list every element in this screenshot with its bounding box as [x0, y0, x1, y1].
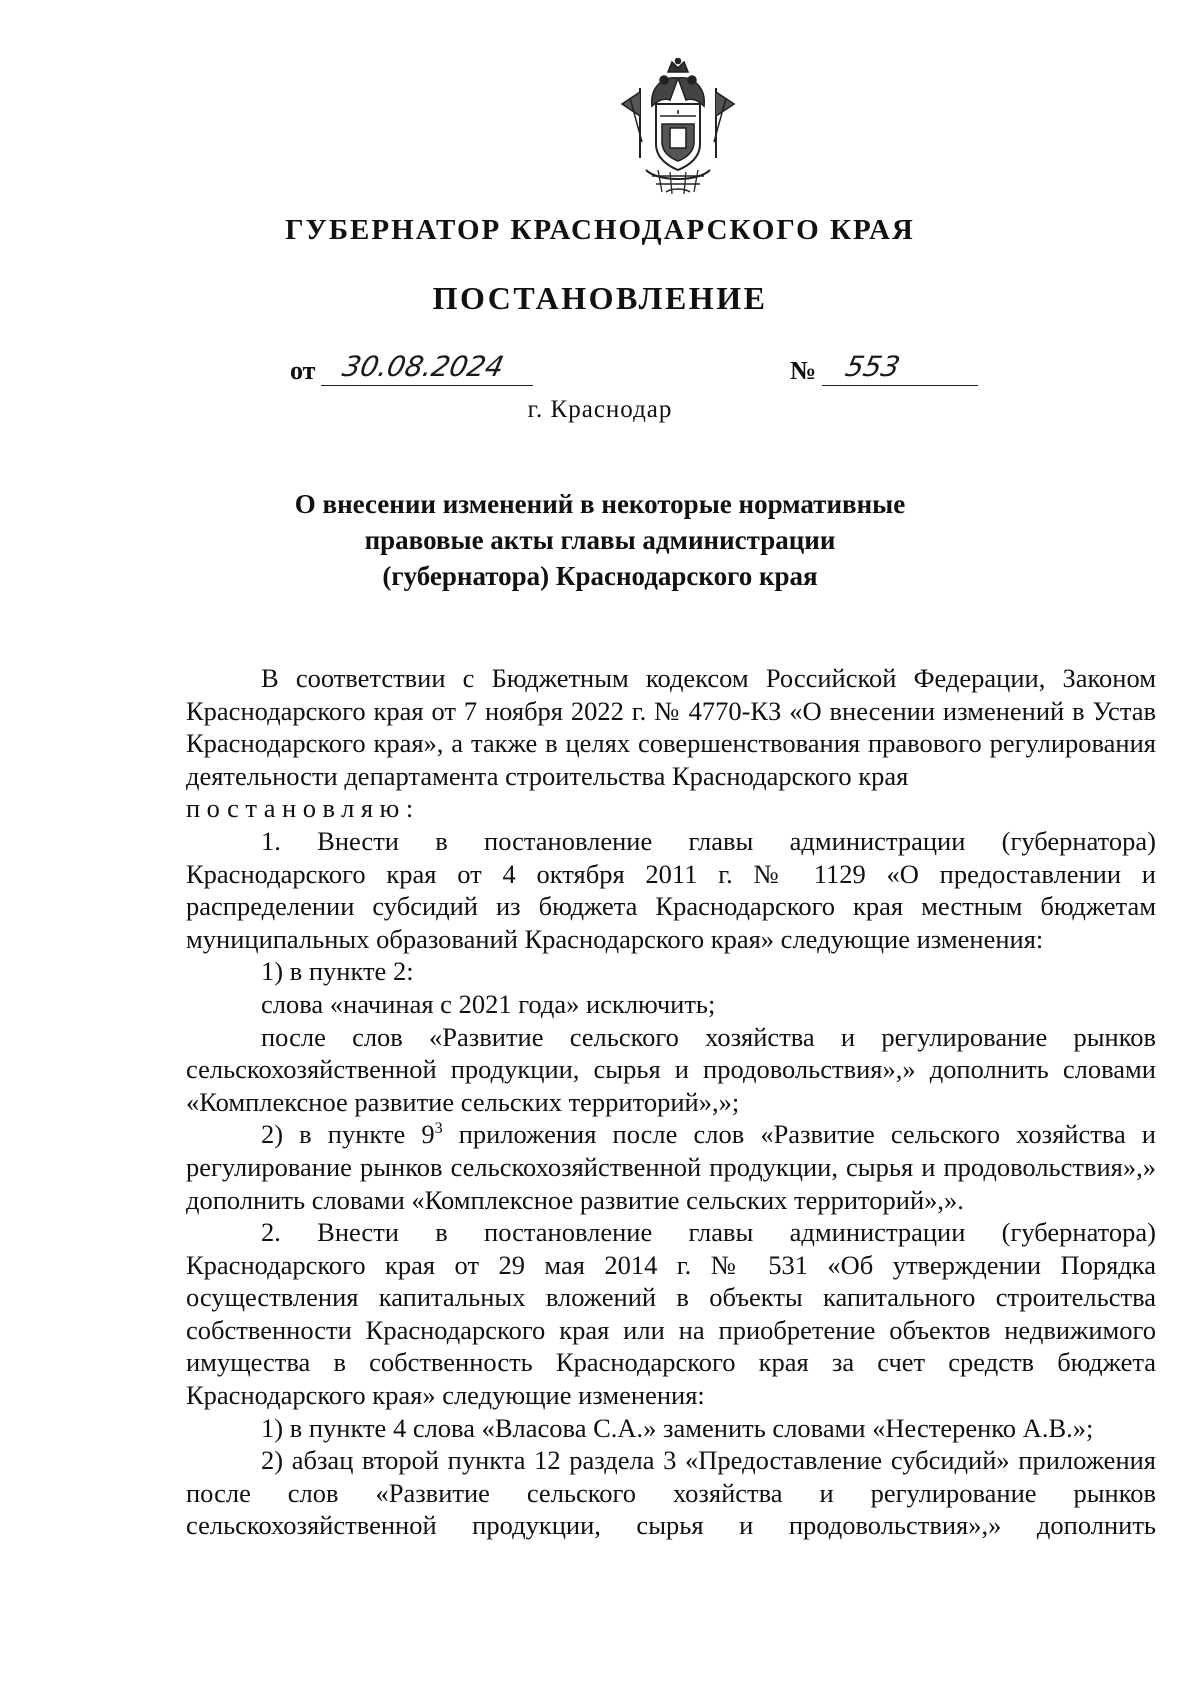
date-label: от	[290, 356, 316, 385]
resolve-word: постановляю:	[186, 793, 420, 824]
clause-1-item-2-rest: приложения после слов «Развитие сельского хозяйства и регулирование рынков сельскохозяйственной продукции, сырья и продовольствия»,» дополнить словами «Комплексное развитие сельских территорий»,».	[186, 1119, 1156, 1215]
clause-2: 2. Внести в постановление главы администрации (губернатора) Краснодарского края от 29 мая 2014 г. № 531 «Об утверждении Порядка осуществления капитальных вложений в объекты капитального строительства собственности Краснодарского края или на приобретение объектов недвижимого имущества в собственность Краснодарского края за счет средств бюджета Краснодарского края» следующие изменения:	[186, 1217, 1156, 1411]
title-line-2: правовые акты главы администрации	[364, 525, 836, 555]
superscript-index: 3	[434, 1120, 443, 1138]
number-line	[790, 350, 978, 386]
date-blank	[321, 350, 533, 386]
coat-of-arms-emblem	[612, 58, 744, 198]
clause-2-item-2: 2) абзац второй пункта 12 раздела 3 «Предоставление субсидий» приложения после слов «Развитие сельского хозяйства и регулирование рынков сельскохозяйственной продукции, сырья и продовольствия»,» дополнить	[186, 1445, 1156, 1541]
clause-2-item-1: 1) в пункте 4 слова «Власова С.А.» заменить словами «Нестеренко А.В.»;	[261, 1412, 1094, 1443]
clause-1-item-1: 1) в пункте 2:	[261, 956, 414, 987]
clause-1-item-1-a: слова «начиная с 2021 года» исключить;	[261, 988, 716, 1019]
clause-1: 1. Внести в постановление главы администрации (губернатора) Краснодарского края от 4 октября 2011 г. № 1129 «О предоставлении и распределении субсидий из бюджета Краснодарского края местным бюджетам муниципальных образований Краснодарского края» следующие изменения:	[186, 825, 1156, 954]
document-type-heading: ПОСТАНОВЛЕНИЕ	[432, 280, 768, 316]
handwritten-date: 30.08.2024	[339, 350, 508, 383]
clause-1-item-1-b: после слов «Развитие сельского хозяйства и регулирование рынков сельскохозяйственной продукции, сырья и продовольствия»,» дополнить словами «Комплексное развитие сельских территорий»,»;	[186, 1021, 1156, 1117]
document-body	[186, 662, 1156, 1542]
title-line-1: О внесении изменений в некоторые нормативные	[294, 489, 906, 519]
issuer-heading: ГУБЕРНАТОР КРАСНОДАРСКОГО КРАЯ	[285, 214, 915, 246]
city-line: г. Краснодар	[527, 396, 673, 423]
title-line-3: (губернатора) Краснодарского края	[382, 561, 818, 591]
number-blank	[822, 350, 978, 386]
handwritten-number: 553	[842, 350, 904, 383]
clause-1-item-2	[186, 1118, 1156, 1216]
clause-1-item-2-start: 2) в пункте 9	[261, 1119, 435, 1150]
number-label: №	[790, 356, 817, 385]
preamble-paragraph: В соответствии с Бюджетным кодексом Российской Федерации, Законом Краснодарского края от 7 ноября 2022 г. № 4770-КЗ «О внесении изменений в Устав Краснодарского края», а также в целях совершенствования правового регулирования деятельности департамента строительства Краснодарского края	[186, 663, 1156, 791]
date-line	[290, 350, 533, 386]
document-title	[230, 486, 970, 594]
